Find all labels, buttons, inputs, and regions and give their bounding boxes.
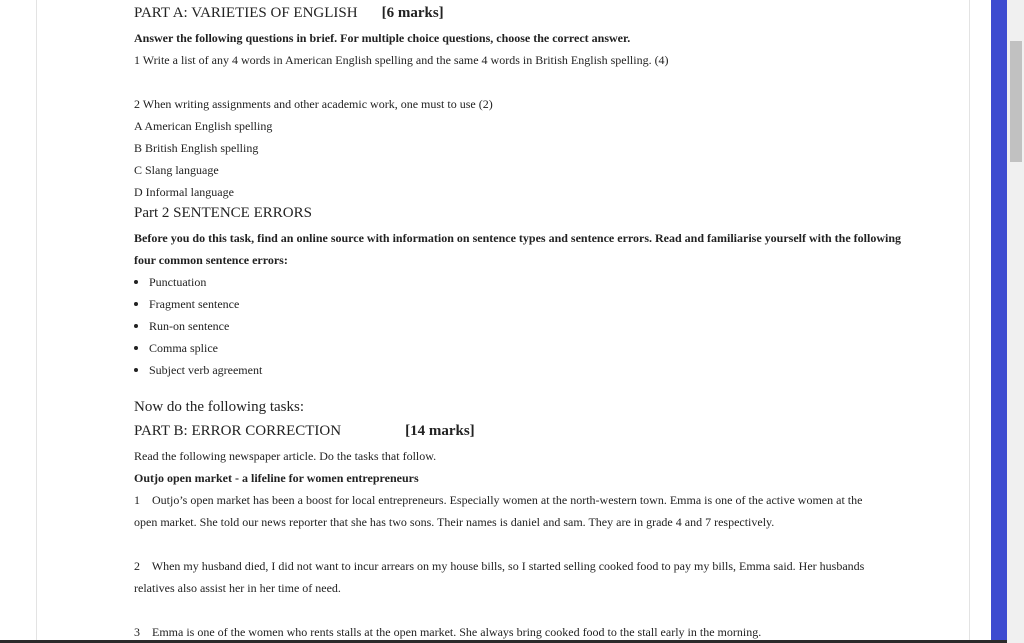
paragraph-2-line-2: relatives also assist her in her time of need. <box>134 581 341 595</box>
page-right-border <box>969 0 970 643</box>
part-a-heading <box>134 2 444 24</box>
now-do-heading: Now do the following tasks: <box>134 399 304 415</box>
paragraph-1-line-2: open market. She told our news reporter that she has two sons. Their names is daniel and sam. They are in grade 4 and 7 respectively. <box>134 515 775 529</box>
part-b-title: PART B: ERROR CORRECTION <box>134 423 342 439</box>
bullet-icon <box>134 346 138 350</box>
bullet-text: Punctuation <box>149 275 207 289</box>
paragraph-3-line-1: 3 Emma is one of the women who rents stalls at the open market. She always bring cooked food to the stall early in the morning. <box>134 625 762 639</box>
article-title: Outjo open market - a lifeline for women entrepreneurs <box>134 471 419 485</box>
part-b-marks: [14 marks] <box>405 423 475 439</box>
bullet-icon <box>134 324 138 328</box>
part-2-heading: Part 2 SENTENCE ERRORS <box>134 205 312 221</box>
bullet-text: Subject verb agreement <box>149 363 263 377</box>
question-1: 1 Write a list of any 4 words in American English spelling and the same 4 words in British English spelling. (4) <box>134 53 669 67</box>
paragraph-1-line-1: 1 Outjo’s open market has been a boost for local entrepreneurs. Especially women at the north-western town. Emma is one of the active women at the <box>134 493 863 507</box>
window-side-bar <box>991 0 1007 643</box>
part-a-title: PART A: VARIETIES OF ENGLISH <box>134 5 358 21</box>
scrollbar-thumb[interactable] <box>1010 41 1022 162</box>
part-a-marks: [6 marks] <box>381 5 444 21</box>
bullet-text: Run-on sentence <box>149 319 230 333</box>
part-2-instruction-line2: four common sentence errors: <box>134 253 288 267</box>
option-d: D Informal language <box>134 185 234 199</box>
part-b-heading <box>134 420 475 442</box>
option-a: A American English spelling <box>134 119 273 133</box>
option-c: C Slang language <box>134 163 219 177</box>
bullet-icon <box>134 280 138 284</box>
option-b: B British English spelling <box>134 141 259 155</box>
part-b-instruction: Read the following newspaper article. Do the tasks that follow. <box>134 449 437 463</box>
paragraph-2-line-1: 2 When my husband died, I did not want to incur arrears on my house bills, so I started selling cooked food to pay my bills, Emma said. Her husbands <box>134 559 865 573</box>
part-a-instruction: Answer the following questions in brief. For multiple choice questions, choose the correct answer. <box>134 31 631 45</box>
question-2: 2 When writing assignments and other academic work, one must to use (2) <box>134 97 493 111</box>
bullet-text: Fragment sentence <box>149 297 240 311</box>
bullet-icon <box>134 368 138 372</box>
bullet-text: Comma splice <box>149 341 218 355</box>
bullet-icon <box>134 302 138 306</box>
page-left-border <box>36 0 37 643</box>
part-2-instruction-line1: Before you do this task, find an online source with information on sentence types and sentence errors. Read and familiarise yourself with the following <box>134 231 901 245</box>
